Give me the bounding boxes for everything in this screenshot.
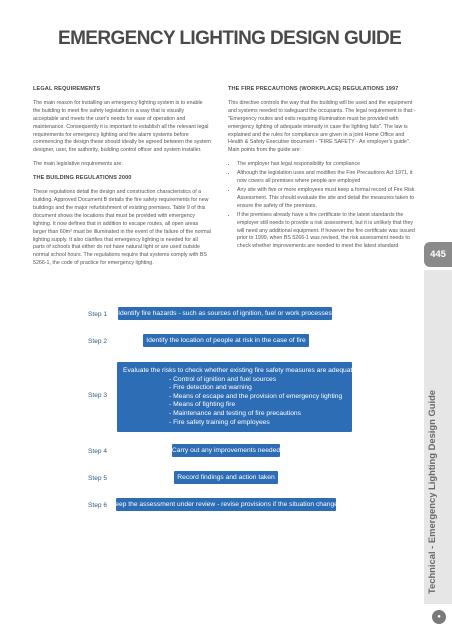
step-1-box: Identify fire hazards - such as sources of ignition, fuel or work processes <box>118 307 332 320</box>
list-item: - Control of ignition and fuel sources <box>169 375 277 383</box>
list-item: • Although the legislation uses and modifies the Fire Precautions Act 1971, it now covers all premises where people are employed <box>237 170 420 186</box>
list-item: • Any site with five or more employees must keep a formal record of Fire Risk Assessment. This should evaluate the site and detail the measures taken to ensure the safety of the premises. <box>237 187 420 211</box>
fire-precautions-heading: THE FIRE PRECAUTIONS (WORKPLACE) REGULATIONS 1997 <box>228 86 399 92</box>
right-column <box>228 86 420 252</box>
building-regulations-paragraph: These regulations detail the design and construction characteristics of a building. Approved Document B details the fire safety requirements for new buildings and the major refurbishment of existing premises. Table 9 of this document shows the locations that must be provided with emergency lighting. It now defines that in addition to escape routes, all open areas larger than 60m² must be illuminated in the event of the failure of the normal lighting supply. It also clarifies that emergency lighting is needed for all parts of schools that either do not have natural light or are used outside normal school hours. The regulations require that systems comply with BS 5266-1, the code of practice for emergency lighting. <box>33 189 211 267</box>
step-3-box <box>117 362 389 432</box>
step-6-box: Keep the assessment under review - revise provisions if the situation changes <box>116 498 336 511</box>
side-section-title: Technical - Emergency Lighting Design Guide <box>426 389 437 594</box>
step-4-box: Carry out any improvements needed <box>172 444 280 457</box>
fire-precautions-paragraph: This directive controls the way that the building will be used and the equipment and systems needed to safeguard the occupants. The legal requirement is that:- "Emergency routes and exits requiring illumination must be provided with emergency lighting of adequate intensity in case the lighting fails". The law is explained and the rules for compliance are given in a joint Home Office and Health & Safety Executive document - "FIRE SAFETY - An employer's guide". Main points from the guide are: <box>228 99 416 154</box>
step-2-box: Identify the location of people at risk in the case of fire <box>143 334 309 347</box>
page-number-tab: 445 <box>424 242 452 267</box>
step-2-label: Step 2 <box>88 338 108 345</box>
legal-requirements-heading: LEGAL REQUIREMENTS <box>33 86 101 92</box>
step-5-label: Step 5 <box>88 475 108 482</box>
list-item: - Means of escape and the provision of emergency lighting <box>169 392 343 400</box>
legislative-requirements-intro: The main legislative requirements are: <box>33 161 123 168</box>
list-item: • If the premises already have a fire certificate to the latest standards the employer still needs to provide a risk assessment, but it is unlikely that they will need any additional equipment. If however the fire certificate was issued prior to 1999, when BS 5266-1 was revised, the risk assessment needs to check whether improvements are needed to meet the latest standard <box>237 212 420 252</box>
circle-logo-icon: ● <box>432 610 446 624</box>
step-6-label: Step 6 <box>88 502 108 509</box>
page-title: EMERGENCY LIGHTING DESIGN GUIDE <box>58 28 402 49</box>
step-4-label: Step 4 <box>88 448 108 455</box>
list-item: - Means of fighting fire <box>169 401 236 409</box>
list-item: - Maintenance and testing of fire precautions <box>169 409 301 417</box>
left-column <box>33 86 211 274</box>
legal-requirements-paragraph: The main reason for installing an emergency lighting system is to enable the building to meet fire safety legislation in a way that is visually acceptable and meets the user's needs for ease of operation and maintenance. Consequently it is important to establish all the relevant legal requirements for emergency lighting and fire alarm systems before commencing the design these should ideally be agreed between the system designer, user, fire authority, building control officer and system installer. <box>33 99 211 154</box>
list-item: - Fire detection and warning <box>169 384 252 392</box>
guide-points-list <box>228 161 420 251</box>
list-item: • The employer has legal responsibility for compliance <box>237 161 420 169</box>
step-3-text: Evaluate the risks to check whether existing fire safety measures are adequate, including: <box>123 367 389 374</box>
step-5-box: Record findings and action taken <box>174 471 278 484</box>
step-1-label: Step 1 <box>88 311 108 318</box>
step-3-label: Step 3 <box>88 392 108 399</box>
building-regulations-heading: THE BUILDING REGULATIONS 2000 <box>33 175 132 182</box>
list-item: - Fire safety training of employees <box>169 418 270 426</box>
